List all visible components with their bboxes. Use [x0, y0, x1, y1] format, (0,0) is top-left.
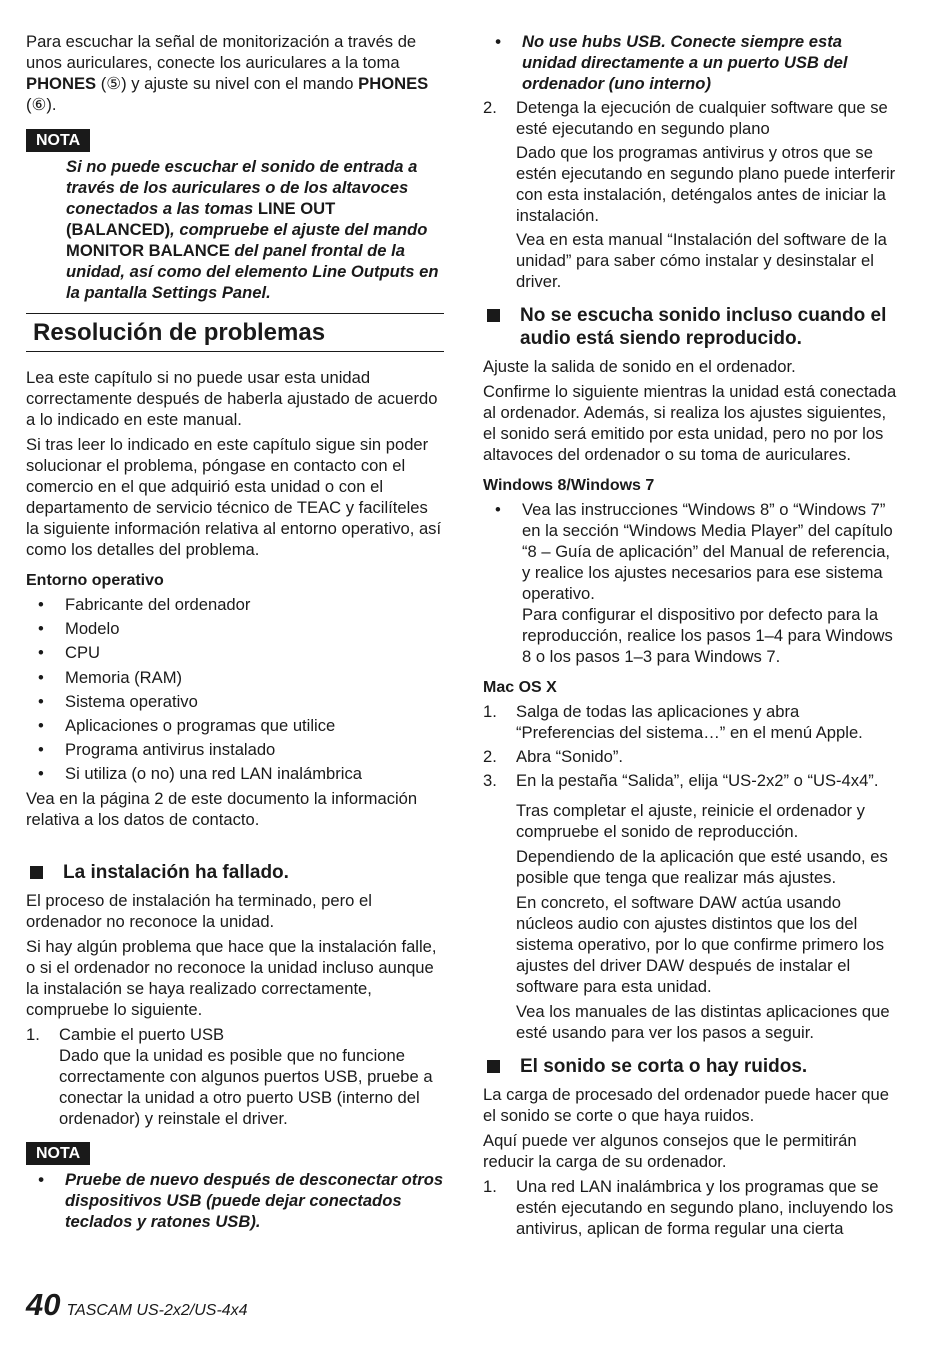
mac-step-1: 1. Salga de todas las aplicaciones y abra “Preferencias del sistema…” en el menú Apple.: [483, 702, 863, 742]
list-item: • Si utiliza (o no) una red LAN inalámbrica: [26, 763, 444, 784]
list-item: • Fabricante del ordenador: [26, 594, 444, 615]
no-sound-paragraph-1: Ajuste la salida de sonido en el ordenador.: [483, 357, 796, 376]
list-item: • Programa antivirus instalado: [26, 739, 444, 760]
no-sound-paragraph-2: Confirme lo siguiente mientras la unidad está conectada al ordenador. Además, si realiza los ajustes siguientes, el sonido será emitido por esta unidad, pero no por los altavoces del ordenador o su toma de auriculares.: [483, 382, 897, 464]
list-item: • Aplicaciones o programas que utilice: [26, 715, 444, 736]
install-failed-heading: La instalación ha fallado.: [26, 861, 444, 884]
troubleshoot-contact-info: Si tras leer lo indicado en este capítulo sigue sin poder solucionar el problema, póngase en contacto con el comercio en el que adquirió esta unidad o con el departamento de servicio técnico de TEAC y facilíteles la siguiente información relativa al entorno operativo, así como los detalles del problema.: [26, 435, 442, 559]
mac-note-3: En concreto, el software DAW actúa usando núcleos audio con ajustes distintos que los del sistema operativo, por lo que confirme primero los ajustes del driver DAW después de instalar el software para esta unidad.: [516, 893, 884, 996]
mac-note-2: Dependiendo de la aplicación que esté usando, es posible que tenga que realizar más ajustes.: [516, 847, 888, 887]
intro-paragraph: Para escuchar la señal de monitorización a través de unos auriculares, conecte los auriculares a la toma PHONES (⑤) y ajuste su nivel con el mando PHONES (⑥).: [26, 32, 429, 114]
mac-heading: Mac OS X: [483, 679, 557, 696]
install-paragraph-2: Si hay algún problema que hace que la instalación falle, o si el ordenador no reconoce la unidad incluso aunque la instalación se haya realizado correctamente, compruebe lo siguiente.: [26, 936, 437, 1019]
list-item: • Memoria (RAM): [26, 667, 444, 688]
list-item: • CPU: [26, 642, 444, 663]
right-column: [483, 31, 899, 1242]
nota-body: Si no puede escuchar el sonido de entrada a través de los auriculares o de los altavoces conectados a las tomas LINE OUT (BALANCED), compruebe el ajuste del mando MONITOR BALANCE del panel frontal de la unidad, así como del elemento Line Outputs en la pantalla Settings Panel.: [66, 157, 439, 302]
list-item: • Modelo: [26, 618, 444, 639]
left-column: [26, 31, 444, 1235]
page-footer: [26, 1287, 248, 1322]
bullet-icon: •: [495, 500, 501, 519]
mac-note-1: Tras completar el ajuste, reinicie el ordenador y compruebe el sonido de reproducción.: [516, 801, 865, 841]
mac-note-4: Vea los manuales de las distintas aplicaciones que esté usando para ver los pasos a seguir.: [516, 1002, 890, 1042]
square-bullet-icon: [30, 866, 43, 879]
bullet-icon: •: [38, 1169, 44, 1189]
bullet-icon: •: [495, 32, 501, 51]
noise-paragraph-1: La carga de procesado del ordenador puede hacer que el sonido se corte o que haya ruidos.: [483, 1085, 889, 1125]
windows-bullet: • Vea las instrucciones “Windows 8” o “Windows 7” en la sección “Windows Media Player” del capítulo “8 – Guía de aplicación” del Manual de referencia, y realice los ajustes necesarios para ese sistema operativo. Para configurar el dispositivo por defecto para la reproducción, realice los pasos 1–4 para Windows 8 o los pasos 1–3 para Windows 7.: [495, 500, 893, 666]
step-2: 2. Detenga la ejecución de cualquier software que se esté ejecutando en segundo plano Dado que los programas antivirus y otros que se estén ejecutando en segundo plano puede interferir con esta instalación, deténgalos antes de iniciar la instalación. Vea en esta manual “Instalación del software de la unidad” para saber cómo instalar y desinstalar el driver.: [483, 98, 896, 291]
install-paragraph-1: El proceso de instalación ha terminado, pero el ordenador no reconoce la unidad.: [26, 890, 372, 931]
nota2-bullet: • Pruebe de nuevo después de desconectar otros dispositivos USB (puede dejar conectados teclados y ratones USB).: [38, 1169, 444, 1231]
nota-label: NOTA: [26, 129, 90, 152]
env-heading: Entorno operativo: [26, 572, 164, 589]
noise-step-1: 1. Una red LAN inalámbrica y los programas que se estén ejecutando en segundo plano, incluyendo los antivirus, aplican de forma regular una cierta: [483, 1177, 894, 1238]
usb-hub-bullet: • No use hubs USB. Conecte siempre esta unidad directamente a un puerto USB del ordenador (uno interno): [495, 32, 848, 93]
no-sound-heading: No se escucha sonido incluso cuando el audio está siendo reproducido.: [483, 304, 899, 350]
section-title: Resolución de problemas: [26, 313, 444, 352]
model-name: TASCAM US-2x2/US-4x4: [66, 1302, 248, 1319]
page-number: 40: [26, 1287, 61, 1322]
square-bullet-icon: [487, 1060, 500, 1073]
nota-label-2: NOTA: [26, 1142, 90, 1165]
contact-note: Vea en la página 2 de este documento la información relativa a los datos de contacto.: [26, 788, 418, 829]
mac-step-3: 3. En la pestaña “Salida”, elija “US-2x2” o “US-4x4”.: [483, 771, 879, 790]
mac-step-2: 2. Abra “Sonido”.: [483, 747, 623, 766]
square-bullet-icon: [487, 309, 500, 322]
list-item: • Sistema operativo: [26, 691, 444, 712]
troubleshoot-intro: Lea este capítulo si no puede usar esta unidad correctamente después de haberla ajustado de acuerdo a lo indicado en este manual.: [26, 368, 438, 429]
noise-heading: El sonido se corta o hay ruidos.: [483, 1055, 899, 1078]
mac-notes: [483, 800, 899, 1043]
step-1: 1. Cambie el puerto USB Dado que la unidad es posible que no funcione correctamente con algunos puertos USB, pruebe a conectar la unidad a otro puerto USB (interno del ordenador) y reinstale el driver.: [26, 1024, 433, 1128]
windows-heading: Windows 8/Windows 7: [483, 477, 655, 494]
noise-paragraph-2: Aquí puede ver algunos consejos que le permitirán reducir la carga de su ordenador.: [483, 1131, 857, 1171]
env-list: [26, 594, 444, 784]
